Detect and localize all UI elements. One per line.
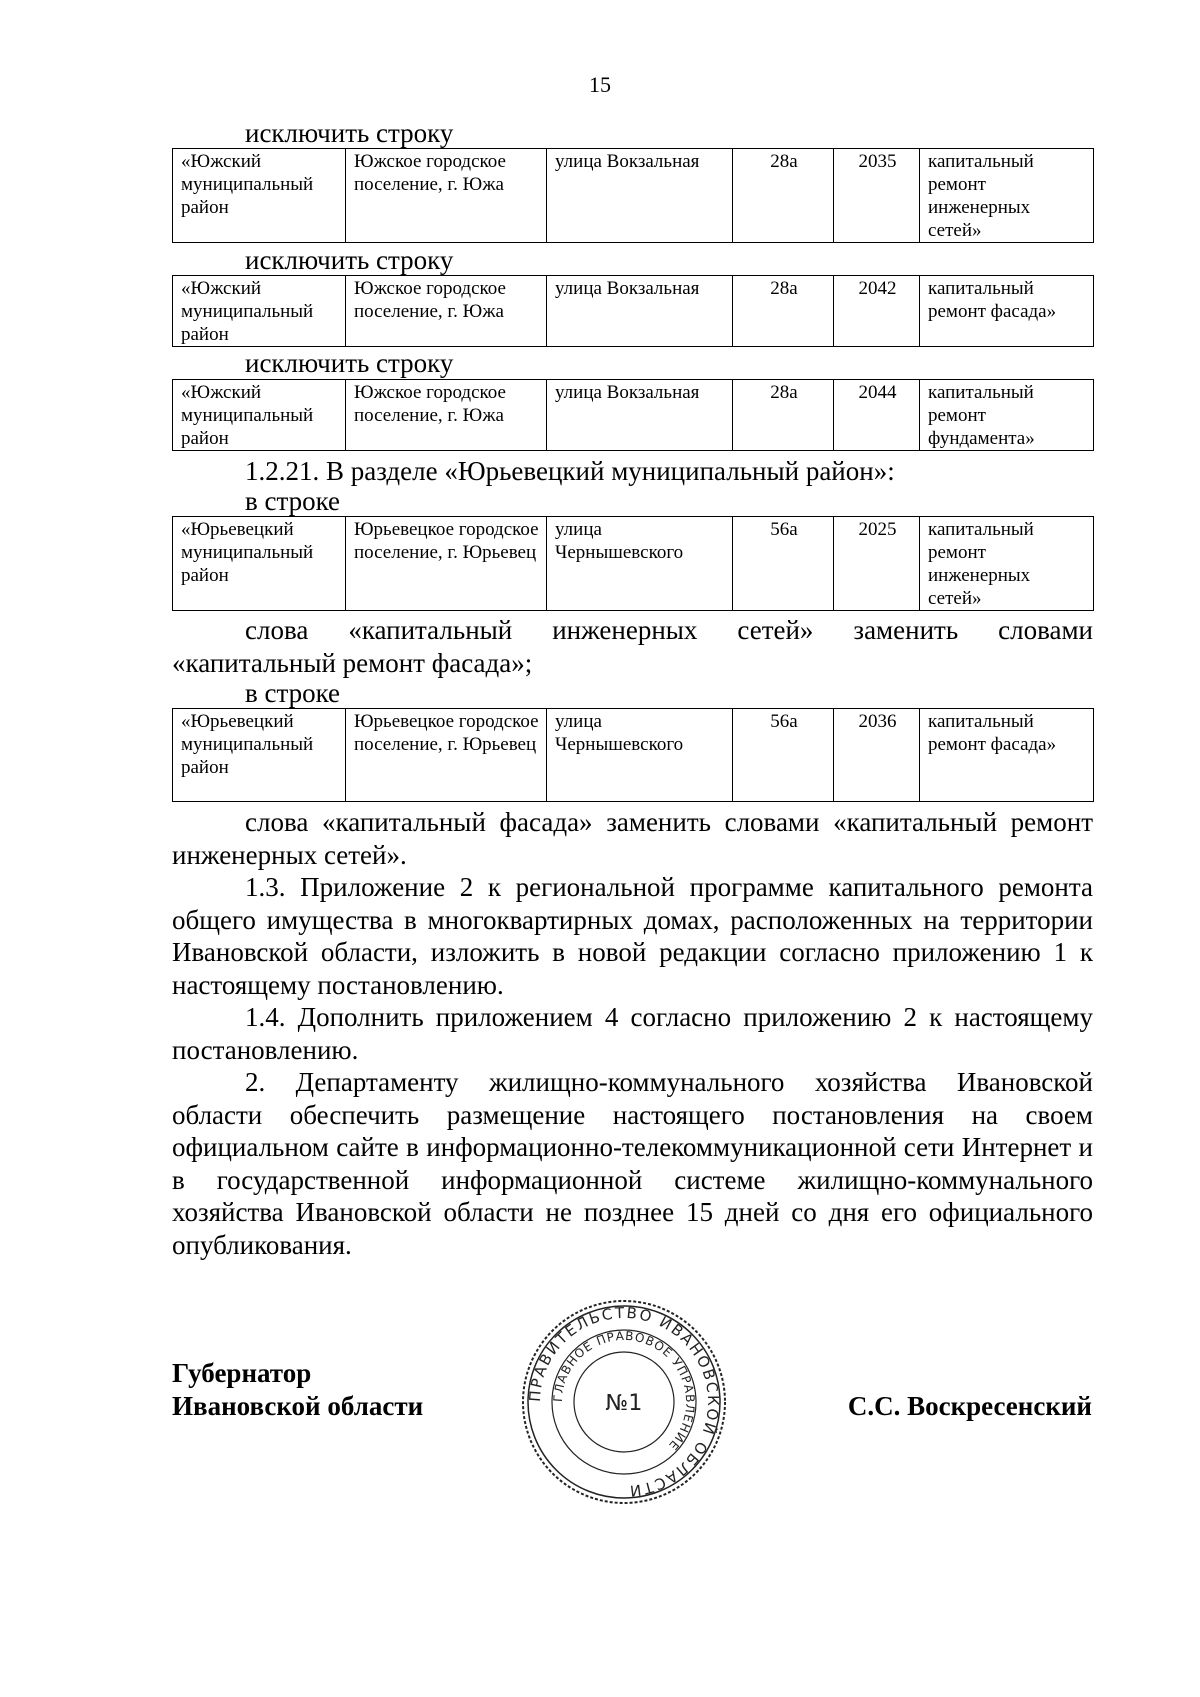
replacement-paragraph <box>172 614 1093 679</box>
table-cell-house: 56а <box>733 517 834 611</box>
table-cell-district: «Южский муниципальный район <box>173 276 346 347</box>
table-row <box>173 709 1094 802</box>
table-cell-settlement: Южское городское поселение, г. Южа <box>346 380 547 451</box>
table-row <box>173 517 1094 611</box>
signatory-name: С.С. Воскресенский <box>847 1391 1092 1421</box>
amendment-table <box>172 379 1094 451</box>
table-cell-year: 2025 <box>834 517 920 611</box>
table-cell-work: капитальный ремонт фасада» <box>920 276 1094 347</box>
table-cell-house: 56а <box>733 709 834 802</box>
signatory-title <box>172 1357 423 1423</box>
seal-outer-text: ПРАВИТЕЛЬСТВО ИВАНОВСКОЙ ОБЛАСТИ <box>525 1303 723 1501</box>
table-cell-house: 28а <box>733 149 834 243</box>
exclude-row-label: исключить строку <box>245 245 454 275</box>
table-cell-year: 2042 <box>834 276 920 347</box>
table-cell-settlement: Южское городское поселение, г. Южа <box>346 276 547 347</box>
table-cell-year: 2044 <box>834 380 920 451</box>
table-cell-work: капитальный ремонт инженерных сетей» <box>920 149 1094 243</box>
table-cell-street: улица Вокзальная <box>547 380 733 451</box>
replacement-line: «капитальный ремонт фасада»; <box>172 647 533 678</box>
exclude-row-label: исключить строку <box>245 118 454 148</box>
amendment-table <box>172 708 1094 802</box>
official-seal-icon <box>520 1298 728 1506</box>
signatory-title-line: Губернатор <box>172 1358 312 1388</box>
in-row-label: в строке <box>245 486 341 516</box>
table-cell-district: «Юрьевецкий муниципальный район <box>173 517 346 611</box>
page-number: 15 <box>589 72 611 97</box>
table-cell-year: 2035 <box>834 149 920 243</box>
table-cell-district: «Южский муниципальный район <box>173 149 346 243</box>
amendment-table <box>172 516 1094 611</box>
table-row <box>173 276 1094 347</box>
table-cell-settlement: Юрьевецкое городское поселение, г. Юрьевец <box>346 709 547 802</box>
table-cell-street: улица Чернышевского <box>547 709 733 802</box>
section-heading: 1.2.21. В разделе «Юрьевецкий муниципальный район»: <box>245 456 895 486</box>
seal-inner-text: ГЛАВНОЕ ПРАВОВОЕ УПРАВЛЕНИЕ <box>550 1328 698 1454</box>
table-cell-street: улица Чернышевского <box>547 517 733 611</box>
seal-number: №1 <box>605 1391 643 1416</box>
replacement-paragraph: слова «капитальный фасада» заменить словами «капитальный ремонт инженерных сетей». <box>172 807 1093 870</box>
in-row-label: в строке <box>245 678 341 708</box>
paragraph-1-3: 1.3. Приложение 2 к региональной программе капитального ремонта общего имущества в многоквартирных домах, расположенных на территории Ивановской области, изложить в новой редакции согласно приложению 1 к настоящему постановлению. <box>172 872 1093 1000</box>
table-cell-house: 28а <box>733 276 834 347</box>
paragraph-2: 2. Департаменту жилищно-коммунального хозяйства Ивановской области обеспечить размещение настоящего постановления на своем официальном сайте в информационно-телекоммуникационной сети Интернет и в государственной информационной системе жилищно-коммунального хозяйства Ивановской области не позднее 15 дней со дня его официального опубликования. <box>172 1067 1093 1260</box>
replacement-line: слова «капитальный инженерных сетей» заменить словами <box>245 615 1093 645</box>
table-cell-settlement: Южское городское поселение, г. Южа <box>346 149 547 243</box>
table-row <box>173 149 1094 243</box>
signatory-title-line: Ивановской области <box>172 1391 424 1421</box>
table-cell-work: капитальный ремонт инженерных сетей» <box>920 517 1094 611</box>
table-cell-house: 28а <box>733 380 834 451</box>
table-cell-street: улица Вокзальная <box>547 276 733 347</box>
amendment-table <box>172 148 1094 243</box>
table-cell-district: «Южский муниципальный район <box>173 380 346 451</box>
table-cell-year: 2036 <box>834 709 920 802</box>
exclude-row-label: исключить строку <box>245 348 454 378</box>
amendment-table <box>172 275 1094 347</box>
paragraph-1-4: 1.4. Дополнить приложением 4 согласно приложению 2 к настоящему постановлению. <box>172 1002 1093 1065</box>
table-cell-settlement: Юрьевецкое городское поселение, г. Юрьевец <box>346 517 547 611</box>
table-cell-work: капитальный ремонт фасада» <box>920 709 1094 802</box>
table-cell-work: капитальный ремонт фундамента» <box>920 380 1094 451</box>
table-cell-district: «Юрьевецкий муниципальный район <box>173 709 346 802</box>
table-cell-street: улица Вокзальная <box>547 149 733 243</box>
table-row <box>173 380 1094 451</box>
